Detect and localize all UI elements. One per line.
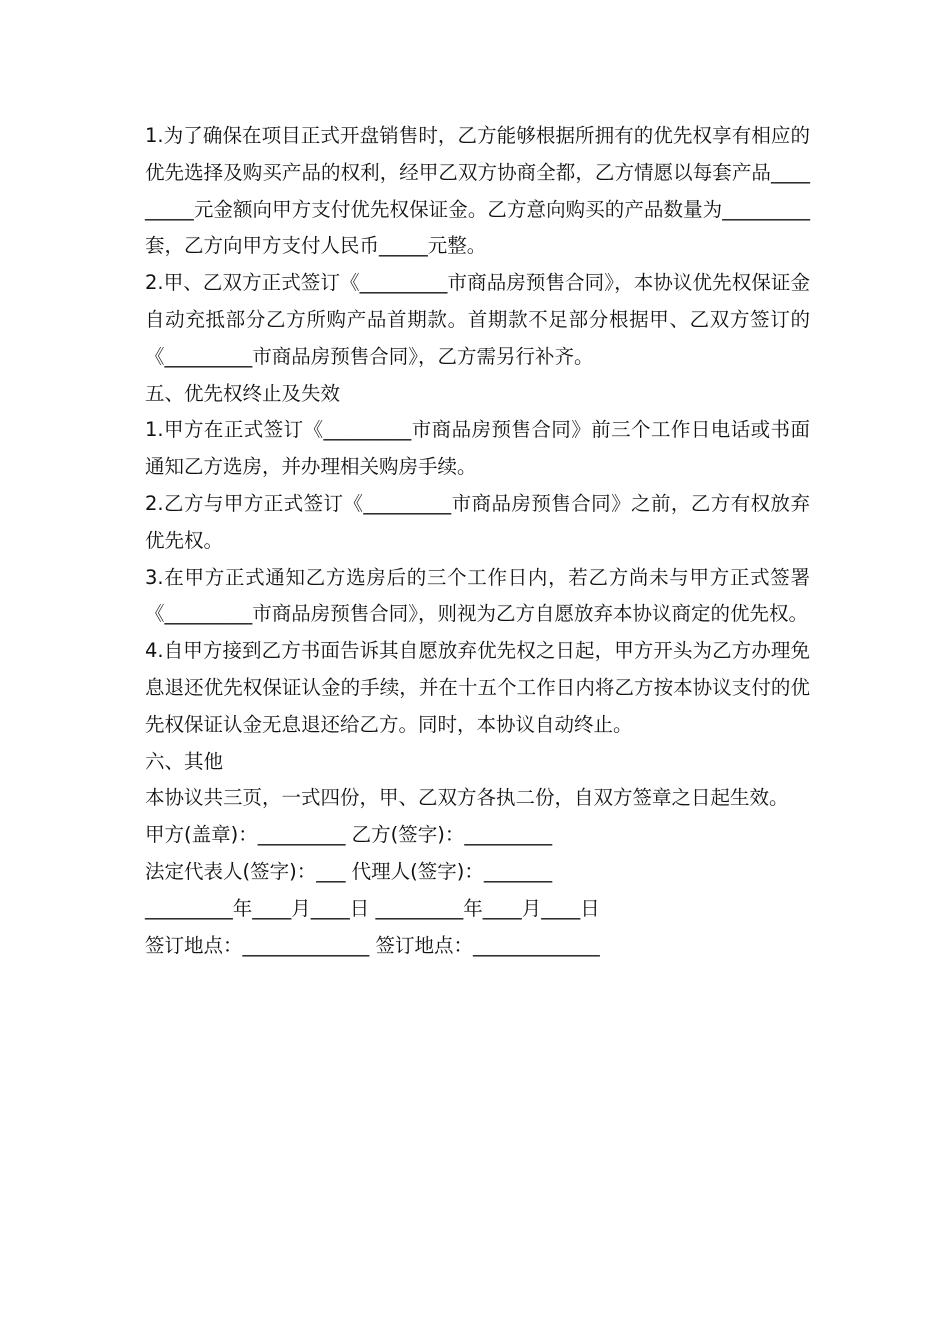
signature-line-dates: _________年____月____日 _________年____月____日	[145, 896, 600, 920]
section-6-text: 本协议共三页，一式四份，甲、乙双方各执二份，自双方签章之日起生效。	[145, 786, 789, 810]
signature-line-locations: 签订地点：_____________ 签订地点：_____________	[145, 933, 600, 957]
section-5-heading: 五、优先权终止及失效	[145, 381, 341, 405]
clause-paragraph-2: 2.甲、乙双方正式签订《_________市商品房预售合同》，本协议优先权保证金自动充抵部分乙方所购产品首期款。首期款不足部分根据甲、乙双方签订的《_________市商品房预售合同》，乙方需另行补齐。	[145, 271, 810, 368]
section-6-heading: 六、其他	[145, 749, 224, 773]
section-5-item-1: 1.甲方在正式签订《_________市商品房预售合同》前三个工作日电话或书面通知乙方选房，并办理相关购房手续。	[145, 418, 810, 479]
document-body	[145, 118, 810, 964]
section-5-item-3: 3.在甲方正式通知乙方选房后的三个工作日内，若乙方尚未与甲方正式签署《_________市商品房预售合同》，则视为乙方自愿放弃本协议商定的优先权。	[145, 565, 810, 626]
clause-paragraph-1: 1.为了确保在项目正式开盘销售时，乙方能够根据所拥有的优先权享有相应的优先选择及购买产品的权利，经甲乙双方协商全都，乙方情愿以每套产品_________元金额向甲方支付优先权保证金。乙方意向购买的产品数量为_________套，乙方向甲方支付人民币_____元整。	[145, 124, 810, 258]
signature-line-parties: 甲方(盖章)：_________ 乙方(签字)：_________	[145, 823, 553, 847]
section-5-item-4: 4.自甲方接到乙方书面告诉其自愿放弃优先权之日起，甲方开头为乙方办理免息退还优先权保证认金的手续，并在十五个工作日内将乙方按本协议支付的优先权保证认金无息退还给乙方。同时，本协议自动终止。	[145, 639, 810, 736]
signature-line-representatives: 法定代表人(签字)：___ 代理人(签字)：_______	[145, 859, 553, 883]
section-5-item-2: 2.乙方与甲方正式签订《_________市商品房预售合同》之前，乙方有权放弃优先权。	[145, 491, 810, 552]
